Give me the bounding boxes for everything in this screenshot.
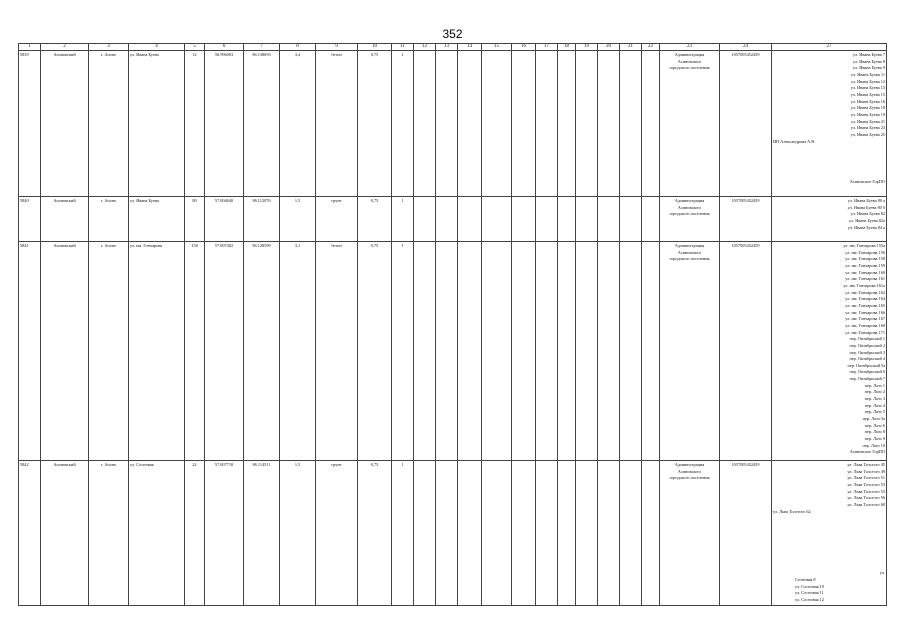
row-number: 5842 xyxy=(19,461,41,606)
house: 80 xyxy=(185,197,205,242)
empty-cell-19 xyxy=(576,51,598,197)
latitude: 57.007718 xyxy=(205,461,244,606)
column-header-1: 1 xyxy=(19,44,41,51)
owner xyxy=(660,461,720,606)
district: Асиновский xyxy=(41,242,89,461)
empty-cell-14 xyxy=(458,242,482,461)
column-header-7: 7 xyxy=(244,44,280,51)
empty-cell-22 xyxy=(642,461,660,606)
empty-cell-12 xyxy=(414,461,436,606)
ogrn: 1057005452459 xyxy=(720,242,772,461)
column-header-10: 10 xyxy=(358,44,392,51)
longitude: 86.128599 xyxy=(244,242,280,461)
empty-cell-22 xyxy=(642,242,660,461)
empty-cell-18 xyxy=(558,242,576,461)
source-line: пер. Лазо 1 xyxy=(864,382,885,388)
source-line: ул. Ивана Буева 7 xyxy=(853,52,885,57)
empty-cell-17 xyxy=(536,197,558,242)
town: г. Асино xyxy=(89,242,129,461)
source-line: пер. Лазо 5а xyxy=(862,416,885,422)
column-header-19: 19 xyxy=(576,44,598,51)
source-line: ул. им. Гончарова 166 xyxy=(845,309,885,315)
column-header-18: 18 xyxy=(558,44,576,51)
table-row xyxy=(19,197,887,242)
owner-line: городского поселения xyxy=(669,475,710,481)
empty-cell-16 xyxy=(512,461,536,606)
source-line: пер. Октябрьский 3 xyxy=(849,349,885,355)
empty-cell-19 xyxy=(576,461,598,606)
source-footer: Асиновское ГорПО xyxy=(849,449,885,455)
owner-line: Администрация xyxy=(674,198,705,203)
house: 22 xyxy=(185,461,205,606)
source-line: пер. Лазо 6 xyxy=(864,422,885,428)
container-count: 1 xyxy=(392,461,414,606)
source-line: пер. Лазо 3 xyxy=(864,396,885,402)
column-header-8: 8 xyxy=(280,44,316,51)
empty-cell-15 xyxy=(482,51,512,197)
source-line: ул. Льва Толстого 45 xyxy=(847,462,885,467)
owner-line: городского поселения xyxy=(669,256,710,262)
source-line: ул. им. Гончарова 155а xyxy=(843,243,885,248)
town: г. Асино xyxy=(89,51,129,197)
empty-cell-20 xyxy=(598,197,620,242)
empty-cell-20 xyxy=(598,242,620,461)
source-line: ул. Ивана Буева 18 xyxy=(850,105,885,111)
column-header-12: 12 xyxy=(414,44,436,51)
town: г. Асино xyxy=(89,461,129,606)
area: 3,1 xyxy=(280,242,316,461)
owner-line: Асиновского xyxy=(677,58,702,64)
source-line: ул. Ивана Буева 12 xyxy=(850,78,885,84)
ogrn: 1057005452459 xyxy=(720,197,772,242)
empty-cell-12 xyxy=(414,51,436,197)
volume: 0,75 xyxy=(358,242,392,461)
source-line: ул. Ивана Буева 15 xyxy=(850,91,885,97)
volume: 0,75 xyxy=(358,461,392,606)
empty-cell-13 xyxy=(436,197,458,242)
source-line: пер. Лазо 9 xyxy=(864,436,885,442)
source-line: пер. Октябрьский 6 xyxy=(849,369,885,375)
source-line: пер. Октябрьский 5а xyxy=(847,362,885,368)
surface: грунт xyxy=(316,197,358,242)
row-number: 5840 xyxy=(19,197,41,242)
empty-cell-13 xyxy=(436,461,458,606)
empty-cell-21 xyxy=(620,197,642,242)
column-header-20: 20 xyxy=(598,44,620,51)
empty-cell-21 xyxy=(620,51,642,197)
longitude: 86.138693 xyxy=(244,51,280,197)
empty-cell-15 xyxy=(482,461,512,606)
source-line: ул. им. Гончарова 158 xyxy=(845,256,885,262)
source-line: ул. Льва Толстого 56 xyxy=(847,495,885,501)
source-line: ул. Ивана Буева 80 б xyxy=(847,204,885,210)
owner-line: Администрация xyxy=(674,462,705,467)
column-header-22: 22 xyxy=(642,44,660,51)
volume: 0,75 xyxy=(358,197,392,242)
source-line: ул. им. Гончарова 161а xyxy=(843,282,885,288)
empty-cell-17 xyxy=(536,51,558,197)
source-line: пер. Октябрьский 1 xyxy=(849,336,885,342)
surface: бетон xyxy=(316,51,358,197)
empty-cell-21 xyxy=(620,461,642,606)
source-line: пер. Лазо 8 xyxy=(864,429,885,435)
empty-cell-18 xyxy=(558,461,576,606)
surface: бетон xyxy=(316,242,358,461)
column-header-11: 11 xyxy=(392,44,414,51)
source-line: ул. Ивана Буева 19 xyxy=(850,111,885,117)
source-line: ул. им. Гончарова 162 xyxy=(845,289,885,295)
source-footer: Асиновское ГорПО xyxy=(849,179,885,185)
empty-cell-12 xyxy=(414,197,436,242)
surface: грунт xyxy=(316,461,358,606)
owner xyxy=(660,51,720,197)
container-count: 1 xyxy=(392,242,414,461)
container-count: 1 xyxy=(392,51,414,197)
source-line: пер. Лазо 10 xyxy=(862,442,885,448)
empty-cell-16 xyxy=(512,197,536,242)
source-line: ул. Ивана Буева 11 xyxy=(851,71,885,77)
longitude: 86.114511 xyxy=(244,461,280,606)
ogrn: 1057005452459 xyxy=(720,51,772,197)
town: г. Асино xyxy=(89,197,129,242)
source-line: ул. Ивана Буева 16 xyxy=(850,98,885,104)
source-bottom-line: ул. Сосновая 10 xyxy=(795,583,824,589)
empty-cell-22 xyxy=(642,51,660,197)
row-number: 5841 xyxy=(19,242,41,461)
source-line: ул. Ивана Буева 82а xyxy=(848,217,885,223)
latitude: 57.007402 xyxy=(205,242,244,461)
column-header-9: 9 xyxy=(316,44,358,51)
empty-cell-13 xyxy=(436,51,458,197)
source-line: ул. Ивана Буева 13 xyxy=(850,85,885,91)
empty-cell-15 xyxy=(482,242,512,461)
empty-cell-17 xyxy=(536,461,558,606)
owner xyxy=(660,197,720,242)
empty-cell-18 xyxy=(558,51,576,197)
source-line: ул. им. Гончарова 164 xyxy=(845,296,885,302)
header-row xyxy=(19,44,887,51)
sources xyxy=(772,242,887,461)
source-line: ул. Льва Толстого 53 xyxy=(847,481,885,487)
district: Асиновский xyxy=(41,197,89,242)
source-line: ул. Ивана Буева 82 xyxy=(850,211,885,217)
empty-cell-14 xyxy=(458,197,482,242)
owner xyxy=(660,242,720,461)
source-line: ул. Ивана Буева 9 xyxy=(853,65,885,71)
street: ул. Ивана Буева xyxy=(129,197,185,242)
source-line: пер. Октябрьский 2 xyxy=(849,342,885,348)
source-line: ул. Ивана Буева 23 xyxy=(850,125,885,131)
source-bottom-line: Сосновая 8 xyxy=(795,576,816,582)
source-bottom-prefix: ул. xyxy=(879,570,885,576)
owner-line: Асиновского xyxy=(677,204,702,210)
column-header-15: 15 xyxy=(482,44,512,51)
empty-cell-22 xyxy=(642,197,660,242)
source-bottom-line: ул. Сосновая 11 xyxy=(795,590,824,596)
area: 3,4 xyxy=(280,51,316,197)
source-line: ул. Ивана Буева 25 xyxy=(850,131,885,137)
empty-cell-19 xyxy=(576,197,598,242)
table-body xyxy=(19,51,887,606)
empty-cell-14 xyxy=(458,461,482,606)
column-header-23: 23 xyxy=(660,44,720,51)
source-bottom-line: ул. Сосновая 12 xyxy=(795,596,824,602)
latitude: 56.996003 xyxy=(205,51,244,197)
column-header-17: 17 xyxy=(536,44,558,51)
table-row xyxy=(19,51,887,197)
source-line: ул. им. Гончарова 171 xyxy=(845,329,885,335)
source-line: пер. Лазо 4 xyxy=(864,402,885,408)
column-header-5: 5 xyxy=(185,44,205,51)
empty-cell-19 xyxy=(576,242,598,461)
source-line: ул. Льва Толстого 55 xyxy=(847,488,885,494)
source-line: ул. им. Гончарова 159 xyxy=(845,262,885,268)
column-header-3: 3 xyxy=(89,44,129,51)
area: 1,5 xyxy=(280,461,316,606)
column-header-4: 4 xyxy=(129,44,185,51)
street: ул. Сосновая xyxy=(129,461,185,606)
empty-cell-20 xyxy=(598,51,620,197)
source-tail-line: ул. Льва Толстого 62 xyxy=(773,508,811,514)
source-line: ул. им. Гончарова 156 xyxy=(845,249,885,255)
table-row xyxy=(19,242,887,461)
street: ул. им. Гончарова xyxy=(129,242,185,461)
latitude: 57.004640 xyxy=(205,197,244,242)
sources xyxy=(772,197,887,242)
source-line: пер. Лазо 5 xyxy=(864,409,885,415)
district: Асиновский xyxy=(41,461,89,606)
owner-line: Асиновского xyxy=(677,249,702,255)
empty-cell-20 xyxy=(598,461,620,606)
source-line: ул. им. Гончарова 161 xyxy=(845,276,885,282)
source-line: пер. Лазо 2 xyxy=(864,389,885,395)
owner-line: городского поселения xyxy=(669,211,710,217)
source-line: ул. Льва Толстого 49 xyxy=(847,468,885,474)
container-count: 1 xyxy=(392,197,414,242)
house: 12 xyxy=(185,51,205,197)
source-line: ул. Ивана Буева 84 а xyxy=(847,224,885,230)
column-header-16: 16 xyxy=(512,44,536,51)
table-row xyxy=(19,461,887,606)
sources xyxy=(772,461,887,606)
source-line: пер. Октябрьский 4 xyxy=(849,356,885,362)
empty-cell-13 xyxy=(436,242,458,461)
registry-table-container xyxy=(18,43,886,602)
column-header-2: 2 xyxy=(41,44,89,51)
volume: 0,75 xyxy=(358,51,392,197)
source-line: ул. Ивана Буева 8 xyxy=(853,58,885,64)
source-line: ул. им. Гончарова 165 xyxy=(845,302,885,308)
source-tail-line: ИП Александрова А.В. xyxy=(773,138,816,144)
source-line: ул. им. Гончарова 167 xyxy=(845,316,885,322)
source-line: ул. Ивана Буева 80 а xyxy=(847,198,885,203)
column-header-13: 13 xyxy=(436,44,458,51)
column-header-14: 14 xyxy=(458,44,482,51)
page-number: 352 xyxy=(442,27,463,41)
empty-cell-16 xyxy=(512,242,536,461)
empty-cell-15 xyxy=(482,197,512,242)
sources xyxy=(772,51,887,197)
empty-cell-21 xyxy=(620,242,642,461)
owner-line: городского поселения xyxy=(669,65,710,71)
column-header-24: 24 xyxy=(720,44,772,51)
empty-cell-14 xyxy=(458,51,482,197)
area: 1,5 xyxy=(280,197,316,242)
owner-line: Асиновского xyxy=(677,468,702,474)
source-line: ул. Льва Толстого 51 xyxy=(847,475,885,481)
district: Асиновский xyxy=(41,51,89,197)
empty-cell-17 xyxy=(536,242,558,461)
column-header-21: 21 xyxy=(620,44,642,51)
empty-cell-12 xyxy=(414,242,436,461)
registry-table xyxy=(18,43,887,606)
ogrn: 1057005452459 xyxy=(720,461,772,606)
empty-cell-18 xyxy=(558,197,576,242)
longitude: 86.112076 xyxy=(244,197,280,242)
column-header-6: 6 xyxy=(205,44,244,51)
source-line: ул. Ивана Буева 21 xyxy=(850,118,885,124)
street: ул. Ивана Буева xyxy=(129,51,185,197)
owner-line: Администрация xyxy=(674,243,705,248)
column-header-27: 27 xyxy=(772,44,887,51)
house: 158 xyxy=(185,242,205,461)
source-line: ул. им. Гончарова 160 xyxy=(845,269,885,275)
source-line: пер. Октябрьский 7 xyxy=(849,376,885,382)
row-number: 5839 xyxy=(19,51,41,197)
source-line: ул. Льва Толстого 60 xyxy=(847,501,885,507)
empty-cell-16 xyxy=(512,51,536,197)
owner-line: Администрация xyxy=(674,52,705,57)
source-line: ул. им. Гончарова 168 xyxy=(845,322,885,328)
